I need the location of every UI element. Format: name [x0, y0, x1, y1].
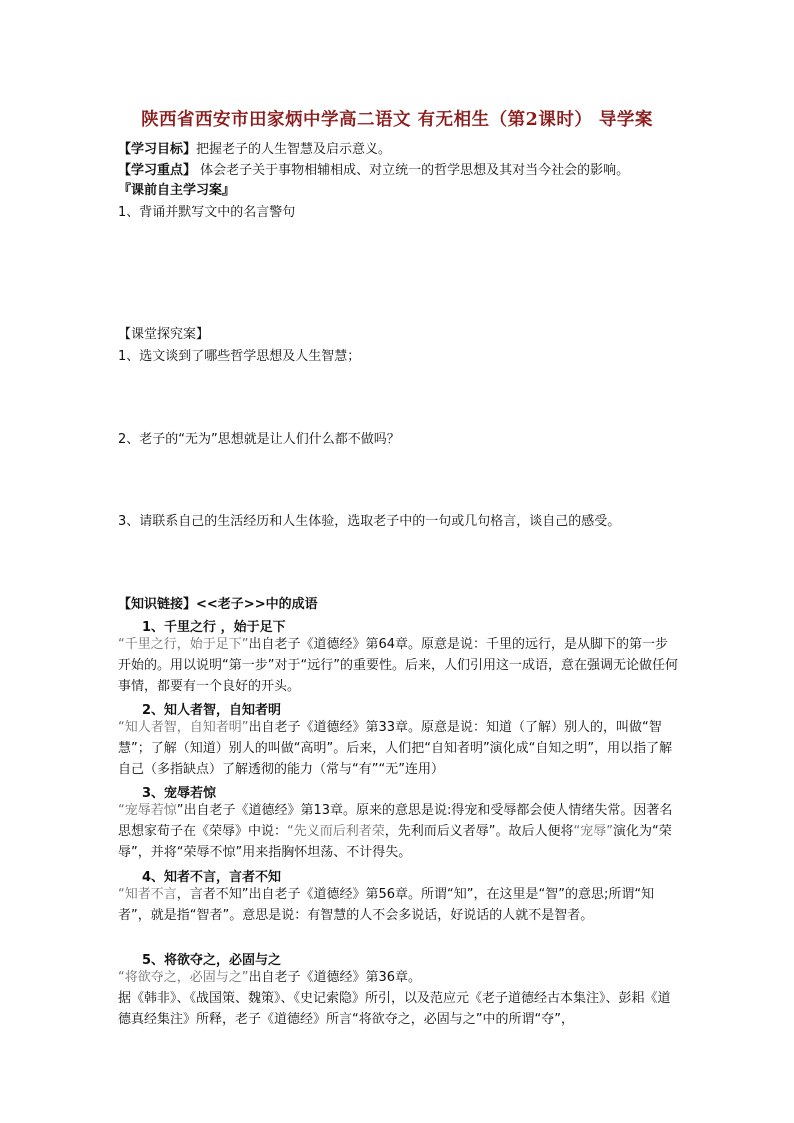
idiom-text-3c: 演化为“荣辱”，并将“荣辱不惊”用来指胸怀坦荡、不计得失。 — [118, 824, 672, 860]
classroom-question-2: 2、老子的“无为”思想就是让人们什么都不做吗？ — [118, 432, 400, 447]
idiom-heading-4: 4、知者不言，言者不知 — [142, 870, 282, 885]
focus-text: 体会老子关于事物相辅相成、对立统一的哲学思想及其对当今社会的影响。 — [196, 163, 630, 178]
idiom-heading-5: 5、将欲夺之，必固与之 — [142, 953, 282, 968]
objective-text: 把握老子的人生智慧及启示意义。 — [196, 142, 392, 157]
page-title: 陕西省西安市田家炳中学高二语文 有无相生（第2课时） 导学案 — [141, 110, 653, 130]
idiom-heading-3: 3、宠辱若惊 — [142, 786, 217, 801]
classroom-question-1: 1、选文谈到了哪些哲学思想及人生智慧； — [118, 349, 361, 364]
idiom-text-3a: ”出自老子《道德经》第13章。原来的意思是说:得宠和受辱都会使人情绪失常。因著名思想家荀子在《荣辱》中说： — [118, 803, 673, 839]
closing-paragraph: 据《韩非》、《战国策、魏策》、《史记索隐》所引，以及范应元《老子道德经古本集注》、彭耜《道德真经集注》所释，老子《道德经》所言“将欲夺之，必固与之”中的所谓“夺”， — [118, 991, 671, 1027]
preclass-header: 『课前自主学习案』 — [118, 183, 236, 198]
idiom-text-3b: ，先利而后义者辱”。故后人便将 — [384, 824, 574, 839]
idiom-heading-1: 1、千里之行 ，始于足下 — [142, 620, 286, 635]
learning-focus — [118, 163, 629, 179]
idiom-quote-4: “知者不言 — [118, 887, 177, 902]
classroom-question-3: 3、请联系自己的生活经历和人生体验，选取老子中的一句或几句格言，谈自己的感受。 — [118, 514, 621, 529]
idiom-heading-2: 2、知人者智，自知者明 — [142, 703, 282, 718]
idiom-quote-3b: “先义而后利者荣 — [287, 824, 385, 839]
idiom-body-1 — [118, 634, 678, 697]
idiom-text-4: ，言者不知”出自老子《道德经》第56章。所谓“知”，在这里是“智”的意思;所谓“知者”，就是指“智者”。意思是说：有智慧的人不会多说话，好说话的人就不是智者。 — [118, 887, 655, 923]
classroom-header: 【课堂探究案】 — [118, 327, 210, 342]
knowledge-header — [118, 597, 318, 613]
idiom-body-5 — [118, 967, 678, 988]
preclass-question-1: 1、背诵并默写文中的名言警句 — [118, 205, 296, 220]
idiom-text-5: 出自老子《道德经》第36章。 — [248, 970, 422, 985]
idiom-quote-3c: “宠辱” — [573, 824, 613, 839]
idiom-text-2: 出自老子《道德经》第33章。原意是说：知道（了解）别人的，叫做“智慧”；了解（知道）别人的叫做“高明”。后来，人们把“自知者明”演化成“自知之明”，用以指了解自己（多指缺点）了解透彻的能力（常与“有”“无”连用） — [118, 720, 673, 777]
knowledge-label: 【知识链接】 — [118, 597, 197, 612]
idiom-quote-1: “千里之行，始于足下” — [118, 637, 249, 652]
focus-label: 【学习重点】 — [118, 163, 197, 178]
idiom-text-1: 出自老子《道德经》第64章。原意是说：千里的远行，是从脚下的第一步开始的。用以说明“第一步”对于“远行”的重要性。后来，人们引用这一成语，意在强调无论做任何事情，都要有一个良好的开头。 — [118, 637, 678, 694]
learning-objective — [118, 142, 391, 158]
idiom-body-2 — [118, 717, 678, 780]
idiom-body-4 — [118, 884, 678, 926]
objective-label: 【学习目标】 — [118, 142, 197, 157]
idiom-quote-3: “宠辱若惊 — [118, 803, 177, 818]
knowledge-topic: <<老子>>中的成语 — [196, 597, 318, 612]
idiom-quote-2: “知人者智，自知者明” — [118, 720, 249, 735]
idiom-body-3 — [118, 800, 678, 863]
idiom-quote-5: “将欲夺之，必固与之” — [118, 970, 249, 985]
